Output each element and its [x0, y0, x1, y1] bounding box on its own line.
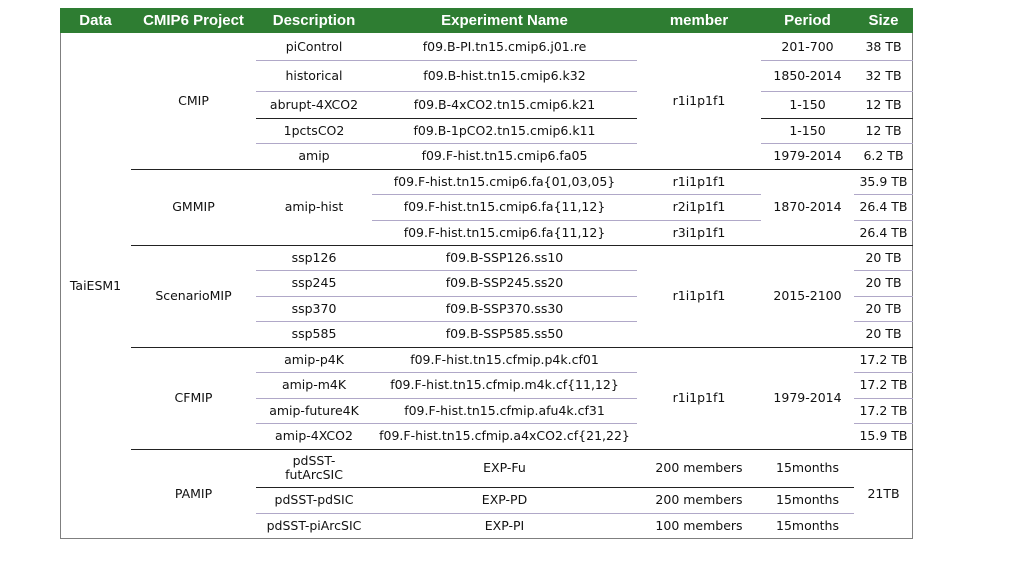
row-divider — [761, 91, 913, 92]
size-cell: 12 TB — [865, 122, 902, 138]
project-name: PAMIP — [174, 486, 213, 501]
description-cell: piControl — [285, 38, 343, 54]
row-divider — [761, 143, 913, 144]
size-cell: 20 TB — [865, 326, 902, 341]
experiment-table — [60, 8, 913, 539]
experiment-cell: f09.B-SSP126.ss10 — [445, 249, 564, 265]
experiment-cell: f09.B-SSP245.ss20 — [445, 275, 564, 290]
description-cell: abrupt-4XCO2 — [269, 96, 359, 112]
row-divider — [256, 118, 637, 119]
description-cell: ssp126 — [291, 249, 337, 265]
experiment-cell: f09.B-4xCO2.tn15.cmip6.k21 — [413, 96, 596, 112]
experiment-cell: f09.F-hist.tn15.cfmip.p4k.cf01 — [410, 351, 599, 367]
size-cell: 17.2 TB — [859, 351, 908, 367]
experiment-cell: f09.B-SSP370.ss30 — [445, 300, 564, 316]
experiment-cell: f09.F-hist.tn15.cmip6.fa05 — [421, 148, 588, 163]
description-cell: amip-hist — [284, 199, 344, 214]
experiment-cell: f09.B-PI.tn15.cmip6.j01.re — [422, 38, 587, 54]
experiment-cell: f09.F-hist.tn15.cmip6.fa{11,12} — [403, 199, 606, 214]
experiment-cell: f09.F-hist.tn15.cfmip.afu4k.cf31 — [404, 402, 605, 418]
period-cell: 15months — [776, 492, 839, 507]
size-cell: 17.2 TB — [859, 402, 908, 418]
row-divider — [256, 91, 637, 92]
section-divider — [131, 245, 913, 246]
size-cell: 35.9 TB — [859, 173, 908, 189]
size-cell: 21TB — [867, 486, 900, 501]
description-cell: amip-p4K — [284, 351, 344, 367]
section-divider — [131, 169, 913, 170]
data-label: TaiESM1 — [69, 278, 122, 293]
section-divider — [131, 347, 913, 348]
experiment-cell: f09.B-SSP585.ss50 — [445, 326, 564, 341]
size-cell: 15.9 TB — [859, 428, 908, 443]
row-divider — [256, 513, 854, 514]
row-divider — [854, 220, 913, 221]
size-cell: 17.2 TB — [859, 377, 908, 392]
experiment-cell: f09.F-hist.tn15.cfmip.a4xCO2.cf{21,22} — [379, 428, 630, 443]
size-cell: 12 TB — [865, 96, 902, 112]
description-cell: amip — [298, 148, 330, 163]
experiment-cell: f09.B-1pCO2.tn15.cmip6.k11 — [413, 122, 596, 138]
member-cell: 200 members — [655, 492, 743, 507]
member-cell: r1i1p1f1 — [672, 390, 726, 405]
member-cell: r1i1p1f1 — [672, 93, 726, 108]
experiment-cell: EXP-Fu — [483, 460, 526, 475]
row-divider — [256, 60, 637, 61]
experiment-cell: f09.B-hist.tn15.cmip6.k32 — [423, 67, 586, 83]
row-divider — [256, 398, 637, 399]
description-cell: 1pctsCO2 — [283, 122, 345, 138]
row-divider — [854, 398, 913, 399]
row-divider — [854, 194, 913, 195]
size-cell: 26.4 TB — [859, 199, 908, 214]
period-cell: 15months — [776, 460, 839, 475]
row-divider — [372, 220, 761, 221]
period-cell: 1979-2014 — [773, 148, 842, 163]
description-cell: historical — [285, 67, 343, 83]
description-cell: amip-future4K — [269, 402, 359, 418]
row-divider — [256, 270, 637, 271]
period-cell: 201-700 — [781, 38, 834, 54]
size-cell: 38 TB — [865, 38, 902, 54]
size-cell: 20 TB — [865, 300, 902, 316]
period-cell: 1870-2014 — [773, 199, 842, 214]
row-divider — [761, 60, 913, 61]
description-cell: pdSST-futArcSIC — [285, 453, 343, 482]
header-cmip6-project: CMIP6 Project — [131, 8, 256, 33]
period-cell: 2015-2100 — [773, 288, 842, 303]
size-cell: 6.2 TB — [863, 148, 904, 163]
period-cell: 1-150 — [789, 122, 826, 138]
row-divider — [256, 487, 854, 488]
experiment-cell: f09.F-hist.tn15.cmip6.fa{11,12} — [403, 224, 606, 240]
row-divider — [372, 194, 761, 195]
experiment-cell: f09.F-hist.tn15.cfmip.m4k.cf{11,12} — [390, 377, 619, 392]
experiment-cell: EXP-PI — [484, 518, 525, 533]
header-experiment-name: Experiment Name — [372, 8, 637, 33]
size-cell: 20 TB — [865, 249, 902, 265]
header-period: Period — [761, 8, 854, 33]
description-cell: ssp585 — [291, 326, 337, 341]
member-cell: r3i1p1f1 — [672, 224, 726, 240]
row-divider — [256, 372, 637, 373]
size-cell: 20 TB — [865, 275, 902, 290]
header-size: Size — [854, 8, 913, 33]
row-divider — [854, 270, 913, 271]
header-member: member — [637, 8, 761, 33]
row-divider — [854, 372, 913, 373]
project-name: GMMIP — [172, 199, 215, 214]
description-cell: pdSST-piArcSIC — [266, 518, 362, 533]
header-description: Description — [256, 8, 372, 33]
row-divider — [256, 423, 637, 424]
description-cell: amip-4XCO2 — [275, 428, 353, 443]
project-name: CFMIP — [174, 390, 213, 405]
row-divider — [256, 321, 637, 322]
row-divider — [761, 118, 913, 119]
experiment-cell: EXP-PD — [481, 492, 528, 507]
experiment-cell: f09.F-hist.tn15.cmip6.fa{01,03,05} — [393, 173, 616, 189]
size-cell: 32 TB — [865, 67, 902, 83]
project-name: ScenarioMIP — [155, 288, 232, 303]
size-cell: 26.4 TB — [859, 224, 908, 240]
period-cell: 1979-2014 — [773, 390, 842, 405]
period-cell: 1-150 — [789, 96, 826, 112]
member-cell: 200 members — [655, 460, 743, 475]
description-cell: ssp370 — [291, 300, 337, 316]
member-cell: r2i1p1f1 — [672, 199, 726, 214]
row-divider — [256, 296, 637, 297]
member-cell: r1i1p1f1 — [672, 288, 726, 303]
row-divider — [854, 321, 913, 322]
project-name: CMIP — [178, 93, 209, 108]
row-divider — [256, 143, 637, 144]
period-cell: 15months — [776, 518, 839, 533]
header-data: Data — [60, 8, 131, 33]
description-cell: pdSST-pdSIC — [274, 492, 354, 507]
member-cell: r1i1p1f1 — [672, 173, 726, 189]
period-cell: 1850-2014 — [773, 67, 842, 83]
description-cell: ssp245 — [291, 275, 337, 290]
row-divider — [854, 296, 913, 297]
member-cell: 100 members — [655, 518, 743, 533]
row-divider — [854, 423, 913, 424]
description-cell: amip-m4K — [281, 377, 347, 392]
section-divider — [131, 449, 913, 450]
